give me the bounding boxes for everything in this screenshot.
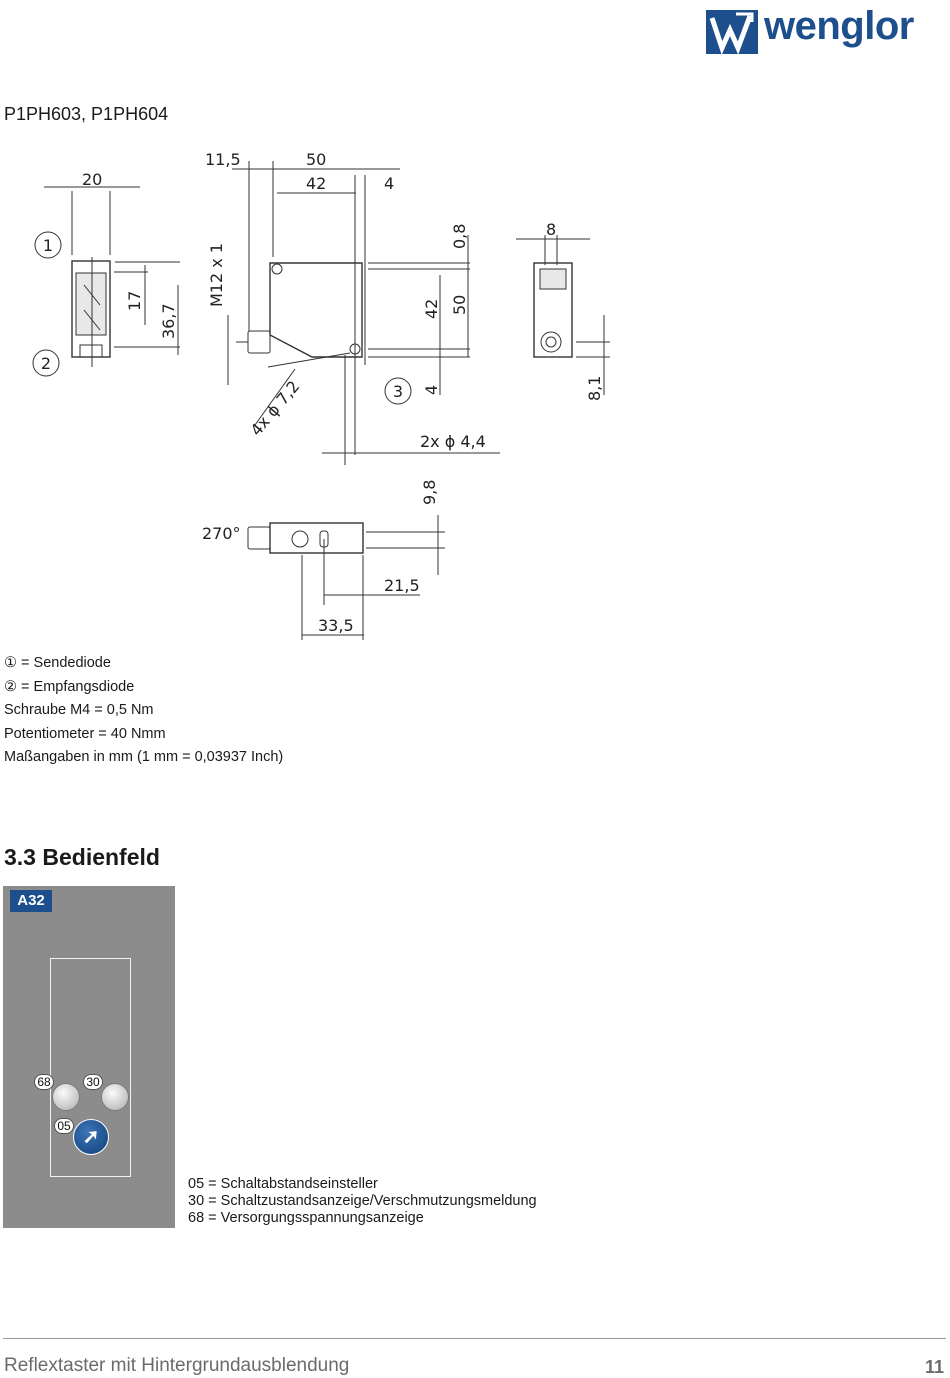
dim-33-5: 33,5 [318,616,354,635]
potentiometer-knob[interactable] [73,1119,109,1155]
product-models: P1PH603, P1PH604 [4,104,169,124]
dim-50-top: 50 [306,150,327,169]
dim-0-8: 0,8 [450,223,469,249]
note-units: Maßangaben in mm (1 mm = 0,03937 Inch) [4,749,284,766]
led-30 [101,1083,129,1111]
legend-item-05: 05 = Schaltabstandseinsteller [188,1176,378,1192]
led-30-label: 30 [83,1074,103,1090]
callout-3: 3 [392,382,404,401]
note-empfangsdiode: ② = Empfangsdiode [4,678,135,695]
arrow-icon: ➚ [82,1126,100,1148]
dim-4-top: 4 [384,174,395,193]
brand-name: wenglor [764,4,914,48]
footer-title: Reflextaster mit Hintergrundausblendung [4,1355,350,1376]
dimension-drawing [0,135,620,650]
note-schraube: Schraube M4 = 0,5 Nm [4,702,154,719]
dim-21-5: 21,5 [384,576,420,595]
drawing-notes [4,652,283,770]
legend-item-68: 68 = Versorgungsspannungsanzeige [188,1210,424,1227]
dim-8-1: 8,1 [585,375,604,401]
page-number: 11 [924,1357,944,1377]
callout-1: 1 [42,236,54,255]
section-title: 3.3 Bedienfeld [4,844,160,870]
side-view-housing [270,263,362,357]
dim-17: 17 [125,290,144,311]
panel-badge: A32 [10,890,52,912]
led-68 [52,1083,80,1111]
dim-36-7: 36,7 [159,303,178,339]
dim-11-5: 11,5 [205,150,241,169]
dim-20: 20 [82,170,103,189]
dim-42-top: 42 [306,174,327,193]
bottom-view-housing [270,523,363,553]
dim-m12: M12 x 1 [207,243,226,307]
legend-item-30: 30 = Schaltzustandsanzeige/Verschmutzungsmeldung [188,1193,537,1210]
callout-2: 2 [40,354,52,373]
dim-4-side: 4 [422,384,441,395]
dim-50-side: 50 [450,294,469,315]
led-68-label: 68 [34,1074,54,1090]
dim-42-side: 42 [422,298,441,319]
knob-05-label: 05 [54,1118,74,1134]
panel-legend [188,1176,537,1228]
dim-hole-1: 4x ϕ 7,2 [246,376,304,440]
dim-8: 8 [546,220,557,239]
dim-hole-2: 2x ϕ 4,4 [420,432,486,451]
footer-divider [3,1338,946,1339]
dim-270: 270° [202,524,241,543]
note-sendediode: ① = Sendediode [4,655,111,671]
dim-9-8: 9,8 [420,479,439,505]
control-panel [3,886,175,1228]
note-potentiometer: Potentiometer = 40 Nmm [4,725,166,742]
